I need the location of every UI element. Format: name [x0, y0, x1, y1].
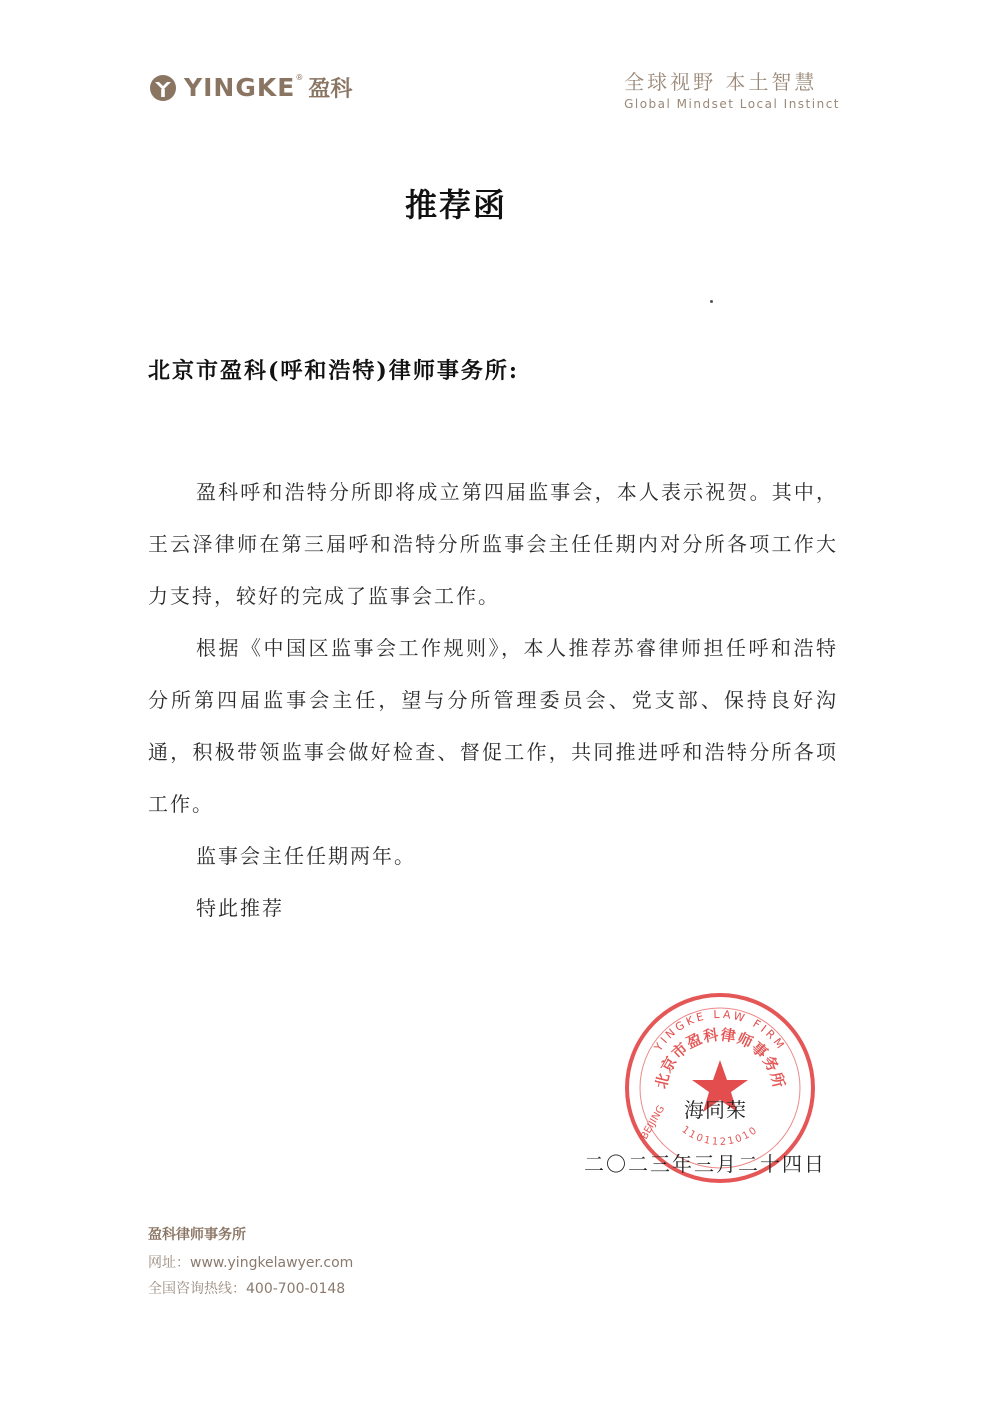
slogan-cn: 全球视野 本土智慧: [624, 70, 818, 94]
seal-en-text: YINGKE LAW FIRM: [651, 1007, 789, 1054]
footer-firm-name: 盈科律师事务所: [148, 1227, 246, 1243]
seal-beijing-text: BEIJING: [639, 1103, 668, 1142]
body-paragraph-3: 监事会主任任期两年。: [196, 844, 416, 868]
footer-website: [148, 1252, 353, 1272]
body-paragraph-1: 盈科呼和浩特分所即将成立第四届监事会，本人表示祝贺。其中，王云泽律师在第三届呼和浩特分所监事会主任任期内对分所各项工作大力支持，较好的完成了监事会工作。: [148, 480, 838, 608]
letter-body: [148, 466, 838, 934]
scan-speck: [710, 300, 713, 303]
letter-salutation: 北京市盈科(呼和浩特)律师事务所:: [148, 358, 519, 384]
website-label: 网址：: [148, 1255, 190, 1271]
slogan: [624, 66, 840, 111]
hotline-number: 400-700-0148: [246, 1281, 346, 1297]
body-paragraph-2: 根据《中国区监事会工作规则》，本人推荐苏睿律师担任呼和浩特分所第四届监事会主任，望与分所管理委员会、党支部、保持良好沟通，积极带领监事会做好检查、督促工作，共同推进呼和浩特分所各项工作。: [148, 636, 838, 816]
hotline-label: 全国咨询热线：: [148, 1281, 246, 1297]
logo-cn: 盈科: [308, 77, 353, 102]
body-paragraph-4: 特此推荐: [196, 896, 284, 920]
seal-number: 1101121010: [679, 1124, 761, 1148]
footer: [148, 1224, 353, 1304]
letter-date: 二〇二三年三月二十四日: [584, 1152, 826, 1176]
footer-hotline: [148, 1278, 353, 1298]
letter-title: 推荐函: [404, 186, 507, 224]
svg-text:1101121010: [679, 1124, 760, 1148]
seal-cn-text: 北京市盈科律师事务所: [651, 1025, 789, 1091]
company-logo: [148, 72, 352, 103]
signature: 海同荣: [684, 1098, 747, 1122]
logo-text: YINGKE®: [184, 73, 305, 102]
yingke-logo-icon: [148, 73, 178, 103]
website-link[interactable]: www.yingkelawyer.com: [190, 1255, 354, 1271]
slogan-en: Global Mindset Local Instinct: [624, 97, 840, 111]
